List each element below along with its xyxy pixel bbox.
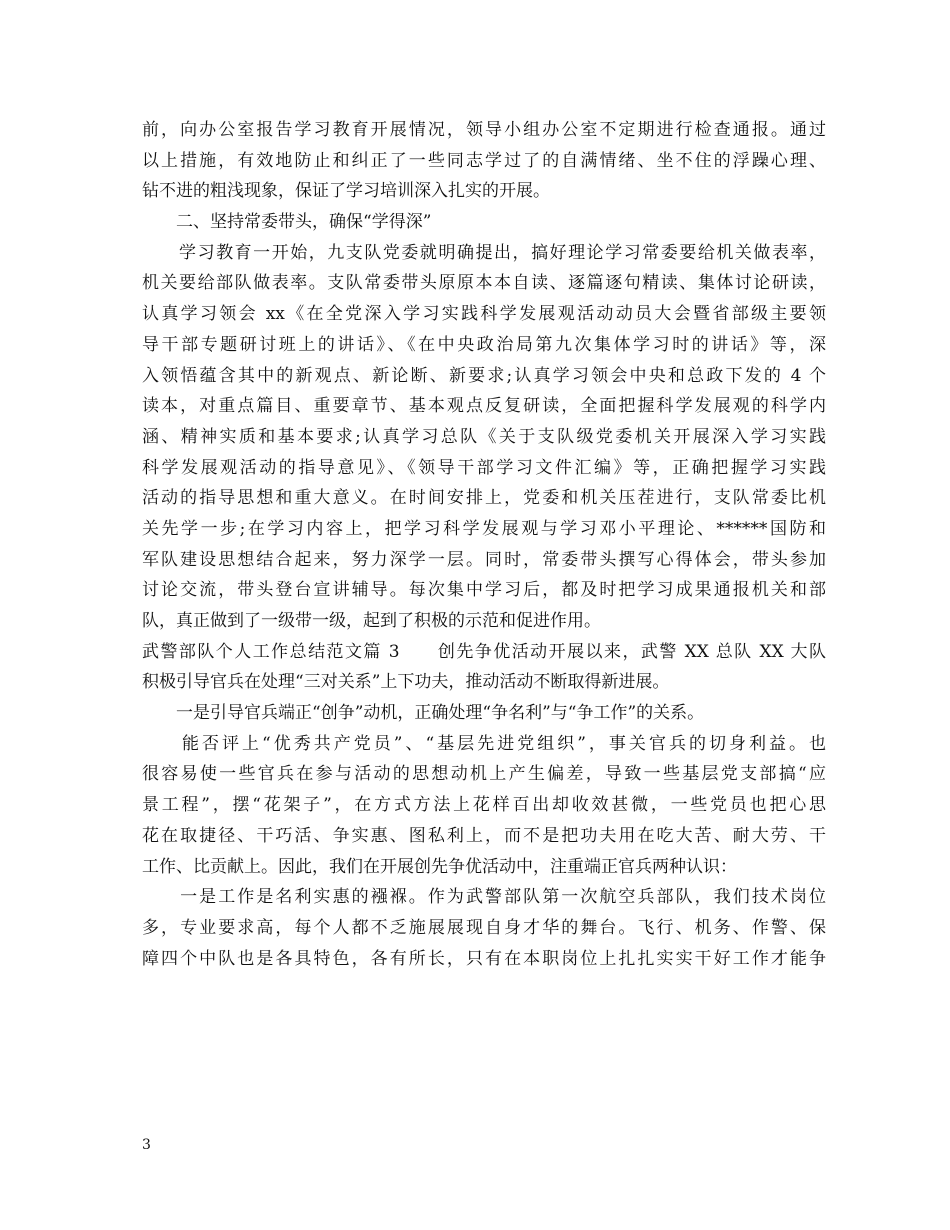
text-line: 很容易使一些官兵在参与活动的思想动机上产生偏差，导致一些基层党支部搞“应 <box>142 764 826 785</box>
text-line: 入领悟蕴含其中的新观点、新论断、新要求;认真学习领会中央和总政下发的 4 个 <box>142 365 826 386</box>
text-line: 讨论交流，带头登台宣讲辅导。每次集中学习后，都及时把学习成果通报机关和部 <box>142 580 826 601</box>
text-line: 关先学一步;在学习内容上，把学习科学发展观与学习邓小平理论、******国防和 <box>142 518 826 539</box>
text-line: 能否评上“优秀共产党员”、“基层先进党组织”，事关官兵的切身利益。也 <box>142 733 826 754</box>
body-text <box>142 115 826 974</box>
text-line: 武警部队个人工作总结范文篇 3 创先争优活动开展以来，武警 XX 总队 XX 大队 <box>142 641 826 662</box>
text-line: 积极引导官兵在处理“三对关系”上下功夫，推动活动不断取得新进展。 <box>142 672 670 693</box>
text-line: 涵、精神实质和基本要求;认真学习总队《关于支队级党委机关开展深入学习实践 <box>142 426 826 447</box>
text-line: 二、坚持常委带头，确保“学得深” <box>142 212 432 233</box>
text-line: 花在取捷径、干巧活、争实惠、图私利上，而不是把功夫用在吃大苦、耐大劳、干 <box>142 825 826 846</box>
text-line: 活动的指导思想和重大意义。在时间安排上，党委和机关压茬进行，支队常委比机 <box>142 488 826 509</box>
page-number: 3 <box>142 1137 151 1153</box>
text-line: 障四个中队也是各具特色，各有所长，只有在本职岗位上扎扎实实干好工作才能争 <box>142 948 826 969</box>
text-line: 以上措施，有效地防止和纠正了一些同志学过了的自满情绪、坐不住的浮躁心理、 <box>142 150 826 171</box>
text-line: 军队建设思想结合起来，努力深学一层。同时，常委带头撰写心得体会，带头参加 <box>142 549 826 570</box>
text-line: 钻不进的粗浅现象，保证了学习培训深入扎实的开展。 <box>142 181 550 202</box>
text-line: 一是引导官兵端正“创争”动机，正确处理“争名利”与“争工作”的关系。 <box>142 703 705 724</box>
text-line: 一是工作是名利实惠的襁褓。作为武警部队第一次航空兵部队，我们技术岗位 <box>142 887 826 908</box>
text-line: 工作、比贡献上。因此，我们在开展创先争优活动中，注重端正官兵两种认识： <box>142 856 737 877</box>
text-line: 前，向办公室报告学习教育开展情况，领导小组办公室不定期进行检查通报。通过 <box>142 120 826 140</box>
text-line: 队，真正做到了一级带一级，起到了积极的示范和促进作用。 <box>142 611 601 631</box>
text-line: 科学发展观活动的指导意见》、《领导干部学习文件汇编》等，正确把握学习实践 <box>142 457 826 478</box>
text-line: 景工程”，摆“花架子”，在方式方法上花样百出却收效甚微，一些党员也把心思 <box>142 795 826 816</box>
text-line: 机关要给部队做表率。支队常委带头原原本本自读、逐篇逐句精读、集体讨论研读， <box>142 273 826 294</box>
text-line: 学习教育一开始，九支队党委就明确提出，搞好理论学习常委要给机关做表率， <box>142 242 826 263</box>
text-line: 导干部专题研讨班上的讲话》、《在中央政治局第九次集体学习时的讲话》等，深 <box>142 334 826 355</box>
text-line: 多，专业要求高，每个人都不乏施展展现自身才华的舞台。飞行、机务、作警、保 <box>142 917 826 938</box>
text-line: 认真学习领会 xx《在全党深入学习实践科学发展观活动动员大会暨省部级主要领 <box>142 304 826 325</box>
text-line: 读本，对重点篇目、重要章节、基本观点反复研读，全面把握科学发展观的科学内 <box>142 396 826 417</box>
